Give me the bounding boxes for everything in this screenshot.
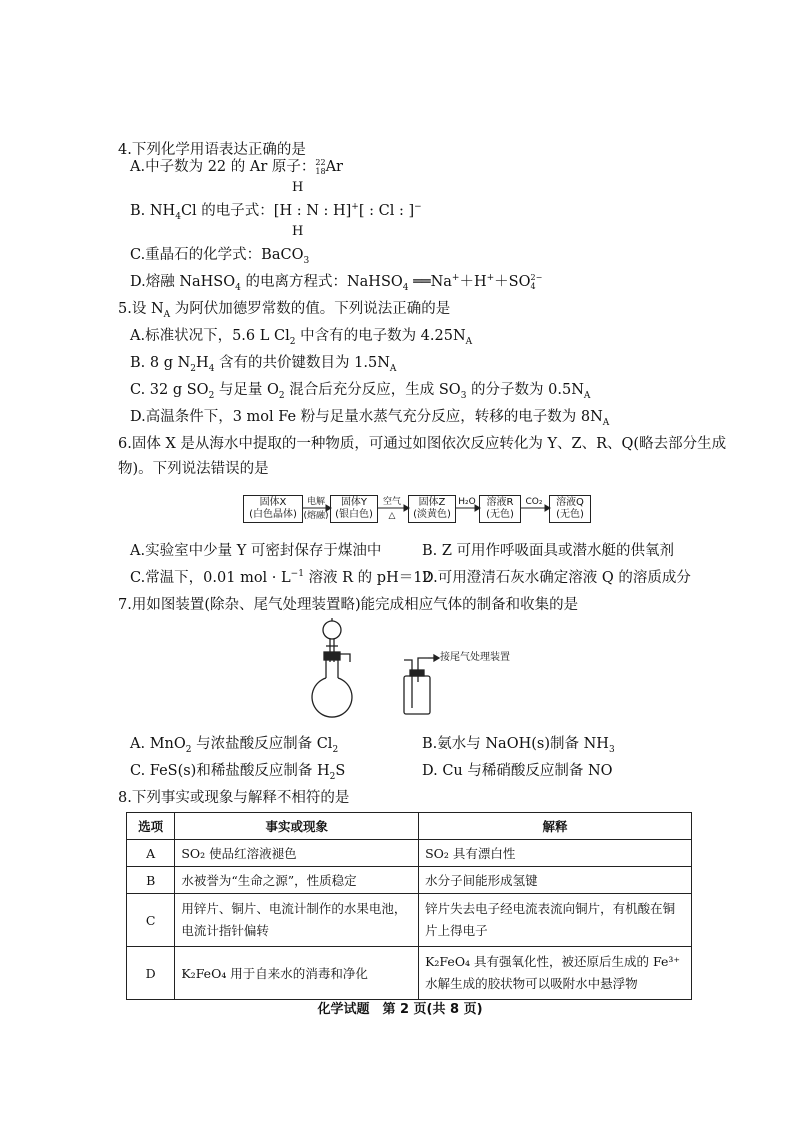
q6-c-2: 溶液 R 的 pH＝12: [303, 570, 432, 586]
q8-row-d-fact: K₂FeO₄ 用于自来水的消毒和净化: [175, 947, 419, 1000]
flow-box-x-name: 固体X: [259, 497, 287, 508]
q4-d-2: 的电离方程式：NaHSO: [240, 274, 403, 290]
q7-option-a: [130, 734, 338, 754]
gas-bottle: [404, 676, 430, 714]
q6-stem-line2: 物)。下列说法错误的是: [118, 461, 269, 477]
q5-b-1: B. 8 g N: [130, 355, 191, 371]
table-row: [127, 947, 692, 1000]
q8-row-d-expl: K₂FeO₄ 具有强氧化性，被还原后生成的 Fe³⁺ 水解生成的胶状物可以吸附水中悬浮物: [419, 947, 692, 1000]
q7-b-1: B.氨水与 NaOH(s)制备 NH: [422, 736, 609, 752]
q5-d-1: D.高温条件下，3 mol Fe 粉与足量水蒸气充分反应，转移的电子数为 8N: [130, 409, 603, 425]
q7-c-1: C. FeS(s)和稀盐酸反应制备 H: [130, 763, 330, 779]
q4-d-sub3: 4: [530, 282, 536, 291]
q5-a-subA: A: [465, 336, 473, 347]
q4-b-prefix: B. NH: [130, 203, 176, 219]
q4-b-plus: +: [351, 202, 359, 213]
q8-row-a-opt: A: [127, 840, 175, 867]
flow-box-z-name: 固体Z: [418, 497, 446, 508]
q5-stem-sub: A: [163, 309, 171, 320]
q5-a-2: 中含有的电子数为 4.25N: [295, 328, 466, 344]
q8-row-b-opt: B: [127, 867, 175, 894]
q8-row-c-fact: 用锌片、铜片、电流计制作的水果电池，电流计指针偏转: [175, 894, 419, 947]
tail-gas-label: 接尾气处理装置: [440, 652, 510, 663]
q4-b-mid: Cl 的电子式：: [180, 203, 274, 219]
q4-d-sup1: +: [451, 273, 460, 284]
flow-arrow-2-bottom: △: [388, 511, 396, 521]
q8-table: [126, 812, 692, 1000]
q5-c-sub2: 2: [278, 390, 285, 401]
q5-c-1: C. 32 g SO: [130, 382, 209, 398]
funnel-bulb: [323, 621, 341, 639]
q4-d-3: ══Na: [408, 274, 452, 290]
q5-b-3: 含有的共价键数目为 1.5N: [214, 355, 390, 371]
flow-box-z-note: (淡黄色): [413, 509, 451, 520]
q4-a-atomic: 18: [315, 167, 326, 176]
q5-b-2: H: [196, 355, 209, 371]
q4-c-text: C.重晶石的化学式：BaCO: [130, 247, 304, 263]
flow-box-y-name: 固体Y: [340, 497, 368, 508]
q7-a-sub1: 2: [185, 744, 192, 755]
flow-box-q-note: (无色): [556, 509, 584, 520]
q4-b-sub: 4: [175, 211, 181, 222]
q6-option-a: A.实验室中少量 Y 可密封保存于煤油中: [130, 543, 382, 559]
q7-c-sub: 2: [329, 771, 336, 782]
q4-d-sub1: 4: [235, 282, 241, 293]
q6-option-b: B. Z 可用作呼吸面具或潜水艇的供氧剂: [422, 543, 675, 559]
q8-row-c-opt: C: [127, 894, 175, 947]
flow-arrow-2-top: 空气: [382, 497, 401, 507]
q4-d-sub2: 4: [402, 282, 409, 293]
table-row: [127, 840, 692, 867]
q5-b-subA: A: [389, 363, 397, 374]
q4-d-sup2: +: [486, 273, 495, 284]
q4-d-5: ＋SO: [494, 274, 531, 290]
flow-box-x-note: (白色晶体): [249, 509, 297, 520]
q5-c-2: 与足量 O: [214, 382, 279, 398]
apparatus-diagram: [300, 618, 520, 718]
flow-arrow-4-top: CO₂: [525, 497, 543, 507]
q7-option-d: D. Cu 与稀硝酸反应制备 NO: [422, 763, 613, 779]
q5-c-3: 混合后充分反应，生成 SO: [284, 382, 461, 398]
q4-a-symbol: Ar: [325, 159, 343, 175]
q5-c-sub3: 3: [460, 390, 467, 401]
q6-c-1: C.常温下，0.01 mol · L: [130, 570, 291, 586]
flask-stopper: [324, 652, 340, 660]
flow-box-r-name: 溶液R: [486, 497, 514, 508]
q4-a-text: A.中子数为 22 的 Ar 原子：: [130, 159, 316, 175]
q5-a-1: A.标准状况下，5.6 L Cl: [130, 328, 290, 344]
q6-option-d: D.可用澄清石灰水确定溶液 Q 的溶质成分: [422, 570, 691, 586]
q8-row-d-opt: D: [127, 947, 175, 1000]
q4-c-sub: 3: [303, 255, 310, 266]
q8-header-option: 选项: [127, 813, 175, 840]
q7-a-2: 与浓盐酸反应制备 Cl: [191, 736, 333, 752]
q4-d-1: D.熔融 NaHSO: [130, 274, 236, 290]
flow-box-q-name: 溶液Q: [556, 497, 584, 508]
q8-row-b-expl: 水分子间能形成氢键: [419, 867, 692, 894]
q7-a-sub2: 2: [332, 744, 339, 755]
table-row: [127, 894, 692, 947]
q4-b-core: [H : N : H]: [273, 203, 352, 219]
q7-c-2: S: [335, 763, 346, 779]
q5-b-sub2: 4: [208, 363, 215, 374]
q7-a-1: A. MnO: [130, 736, 186, 752]
table-row: [127, 867, 692, 894]
q4-d-4: ＋H: [459, 274, 487, 290]
flow-box-y-note: (银白色): [335, 509, 373, 520]
q4-b-h-bottom: H: [292, 224, 304, 239]
q7-option-c: [130, 761, 345, 781]
gas-inlet-tube: [404, 660, 412, 708]
q5-a-sub: 2: [289, 336, 296, 347]
q8-row-c-expl: 锌片失去电子经电流表流向铜片，有机酸在铜片上得电子: [419, 894, 692, 947]
q5-b-sub1: 2: [190, 363, 197, 374]
flow-arrow-1-bottom: (熔融): [303, 511, 329, 521]
q7-b-sub: 3: [608, 744, 615, 755]
q5-stem-2: 为阿伏加德罗常数的值。下列说法正确的是: [170, 301, 451, 317]
q8-header-explanation: 解释: [419, 813, 692, 840]
q4-b-minus: −: [414, 202, 422, 213]
q5-c-subA: A: [583, 390, 591, 401]
q6-stem-line1: 6.固体 X 是从海水中提取的一种物质，可通过如图依次反应转化为 Y、Z、R、Q(略去部分生成: [118, 436, 727, 452]
q8-row-a-expl: SO₂ 具有漂白性: [419, 840, 692, 867]
q8-table-header: [127, 813, 692, 840]
q6-c-sup: −1: [290, 569, 304, 580]
flask-side-tube: [340, 654, 350, 662]
q8-row-a-fact: SO₂ 使品红溶液褪色: [175, 840, 419, 867]
flow-box-r-note: (无色): [486, 509, 514, 520]
page-footer: 化学试题 第 2 页(共 8 页): [317, 1002, 483, 1017]
q5-d-subA: A: [602, 417, 610, 428]
q4-a-mass: 22: [315, 158, 326, 167]
q5-c-sub1: 2: [208, 390, 215, 401]
q5-c-4: 的分子数为 0.5N: [466, 382, 584, 398]
q8-row-b-fact: 水被誉为“生命之源”，性质稳定: [175, 867, 419, 894]
tail-arrowhead: [434, 655, 439, 661]
q8-header-fact: 事实或现象: [175, 813, 419, 840]
q4-stem: 4.下列化学用语表达正确的是: [118, 142, 306, 158]
q8-stem: 8.下列事实或现象与解释不相符的是: [118, 790, 350, 806]
q7-option-b: [422, 734, 615, 754]
q7-stem: 7.用如图装置(除杂、尾气处理装置略)能完成相应气体的制备和收集的是: [118, 597, 579, 613]
flow-arrow-3-top: H₂O: [458, 497, 476, 507]
q4-b-cl: [ : Cl : ]: [358, 203, 415, 219]
q4-d-sup3: 2−: [530, 273, 543, 282]
round-bottom-flask: [312, 678, 352, 717]
q6-option-c: [130, 568, 432, 588]
flow-arrow-1-top: 电解: [306, 497, 325, 507]
q5-stem-1: 5.设 N: [118, 301, 164, 317]
q4-b-h-top: H: [292, 180, 304, 195]
